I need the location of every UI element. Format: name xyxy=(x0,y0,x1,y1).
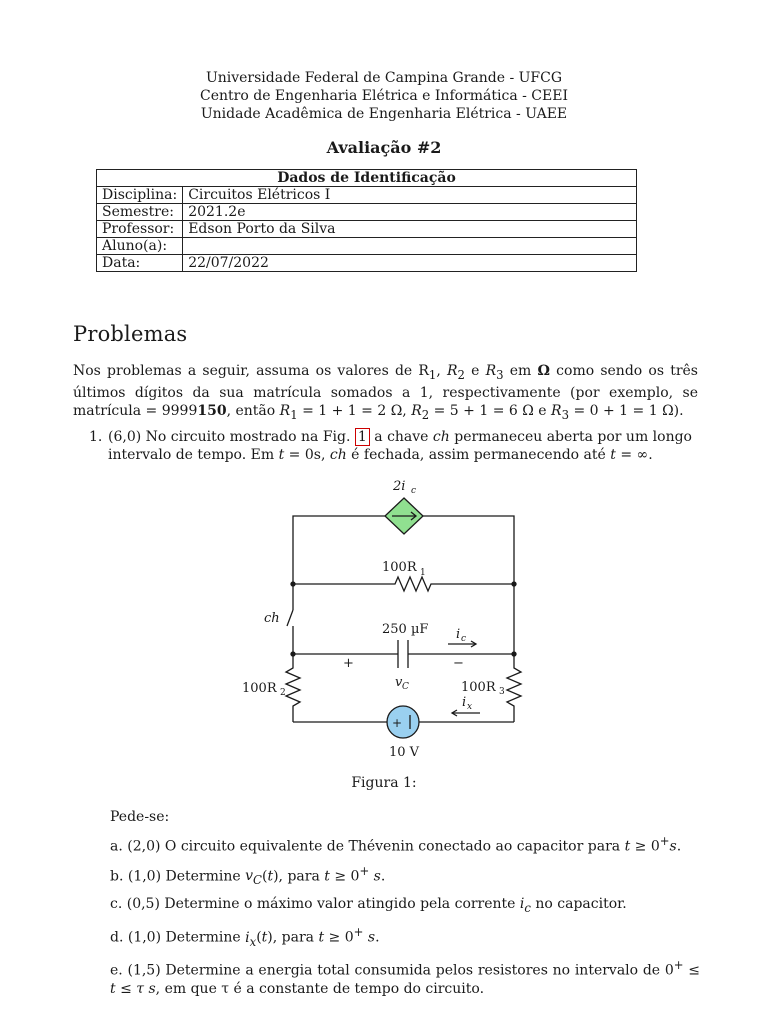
switch-label: ch xyxy=(264,611,280,626)
identification-table xyxy=(96,169,637,272)
row-label: Aluno(a): xyxy=(97,238,183,255)
figure-link[interactable]: 1 xyxy=(355,428,370,446)
svg-text:x: x xyxy=(467,702,473,712)
row-label: Semestre: xyxy=(97,204,183,221)
row-value: 22/07/2022 xyxy=(183,255,637,272)
voltage-source-label: 10 V xyxy=(389,745,420,760)
question-c: c. (0,5) Determine o máximo valor atingido pela corrente $i_c$ no capacitor. xyxy=(110,896,627,915)
question-e: e. (1,5) Determine a energia total consumida pelos resistores no intervalo de 0+ ≤ t ≤ τ s, em que τ é a constante de tempo do circuito. xyxy=(110,958,701,998)
table-row xyxy=(97,238,637,255)
ix-label: i xyxy=(462,695,467,710)
figure-caption: Figura 1: xyxy=(351,775,417,791)
table-heading: Dados de Identificação xyxy=(97,170,637,187)
ic-label: i xyxy=(456,627,461,642)
institution-header xyxy=(0,69,768,123)
table-row xyxy=(97,255,637,272)
r1-label: 100R xyxy=(382,560,417,575)
table-row xyxy=(97,187,637,204)
problem-statement: (6,0) No circuito mostrado na Fig. 1 a chave ch permaneceu aberta por um longo intervalo de tempo. Em t = 0s, ch é fechada, assim permanecendo até t = ∞. xyxy=(108,429,692,463)
svg-text:C: C xyxy=(402,682,409,692)
r3-label: 100R xyxy=(461,680,496,695)
problem-1 xyxy=(89,428,698,464)
vc-minus: − xyxy=(453,656,464,671)
capacitor-label: 250 µF xyxy=(382,622,429,637)
wire-top-left xyxy=(293,516,385,584)
exam-title: Avaliação #2 xyxy=(326,138,442,157)
svg-text:2: 2 xyxy=(280,688,286,698)
vc-plus: + xyxy=(343,656,354,671)
circuit-diagram xyxy=(230,476,550,766)
intro-paragraph: Nos problemas a seguir, assuma os valores de $R_1$, $R_2$ e $R_3$ em Ω como sendo os três últimos dígitos da sua matrícula somados a 1, respectivamente (por exemplo, se matrícula = 9999150, então $R_1 = 1 + 1 = 2$ Ω, $R_2 = 5 + 1 = 6$ Ω e $R_3 = 0 + 1 = 1$ Ω). xyxy=(73,363,698,422)
row-value: Circuitos Elétricos I xyxy=(183,187,637,204)
row-label: Professor: xyxy=(97,221,183,238)
table-row xyxy=(97,221,637,238)
header-line-center: Centro de Engenharia Elétrica e Informática - CEEI xyxy=(200,88,568,104)
vc-label: v xyxy=(395,675,403,690)
header-line-university: Universidade Federal de Campina Grande - UFCG xyxy=(205,70,563,86)
resistor-r2 xyxy=(286,654,300,722)
section-title: Problemas xyxy=(73,322,188,346)
question-a: a. (2,0) O circuito equivalente de Thévenin conectado ao capacitor para t ≥ 0+s. xyxy=(110,834,682,855)
resistor-r1 xyxy=(293,577,514,591)
question-b: b. (1,0) Determine $v_C(t)$, para t ≥ 0+ s. xyxy=(110,863,386,888)
question-d: d. (1,0) Determine $i_x(t)$, para t ≥ 0+ s. xyxy=(110,924,380,949)
svg-text:+: + xyxy=(392,716,403,730)
svg-text:3: 3 xyxy=(499,687,505,697)
resistor-r3 xyxy=(507,654,521,722)
row-label: Disciplina: xyxy=(97,187,183,204)
table-row xyxy=(97,204,637,221)
question-list xyxy=(110,808,700,998)
row-value: Edson Porto da Silva xyxy=(183,221,637,238)
wire-top-right xyxy=(423,516,514,654)
header-line-unit: Unidade Acadêmica de Engenharia Elétrica - UAEE xyxy=(200,106,568,122)
problem-number: 1. xyxy=(89,429,103,445)
r2-label: 100R xyxy=(242,681,277,696)
capacitor xyxy=(398,640,408,668)
dep-source-label: 2i xyxy=(393,479,406,494)
row-value xyxy=(183,238,637,255)
switch-ch xyxy=(287,610,293,626)
svg-text:c: c xyxy=(461,634,467,644)
questions-intro: Pede-se: xyxy=(110,809,170,825)
svg-text:c: c xyxy=(411,486,417,496)
row-value: 2021.2e xyxy=(183,204,637,221)
svg-text:1: 1 xyxy=(420,568,426,578)
row-label: Data: xyxy=(97,255,183,272)
